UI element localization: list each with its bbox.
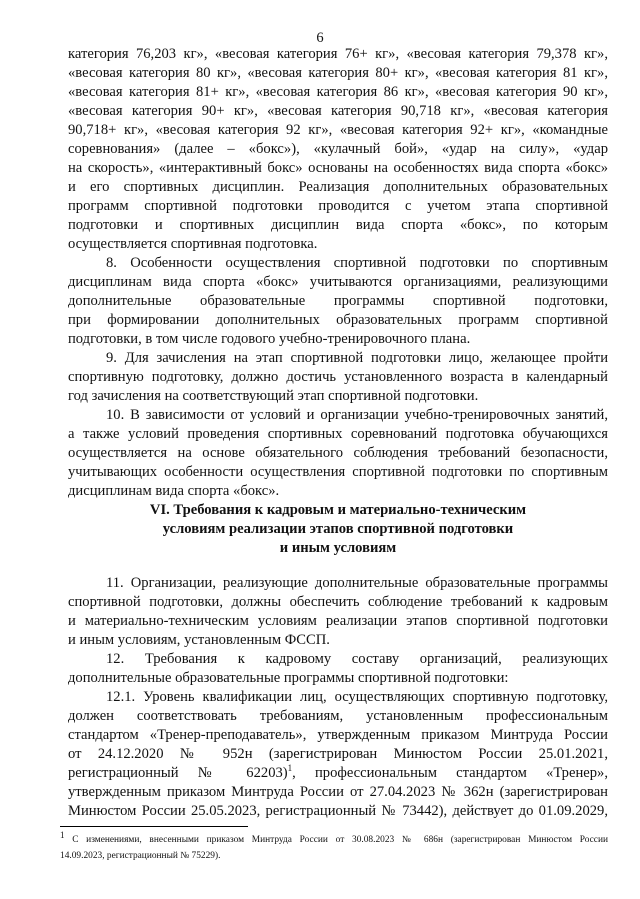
- text-line: год зачисления на соответствующий этап спортивной подготовки.: [68, 388, 479, 404]
- text-line: утвержденным приказом Минтруда России от 27.04.2023 № 362н (зарегистрирован: [68, 784, 608, 800]
- text-line: дополнительные образовательные программы спортивной подготовки:: [68, 670, 509, 686]
- text-line: осуществляется спортивная подготовка.: [68, 236, 318, 252]
- text-line: соревнования» (далее – «бокс»), «кулачный бой», «удар на силу», «удар: [68, 141, 608, 157]
- paragraph-9-first-line: 9. Для зачисления на этап спортивной подготовки лицо, желающее пройти: [106, 350, 608, 366]
- text-line: программ спортивной подготовки проводится с учетом этапа спортивной: [68, 198, 608, 214]
- section-heading: условиям реализации этапов спортивной подготовки: [162, 521, 514, 537]
- text-line: подготовки, в том числе годового учебно-тренировочного плана.: [68, 331, 471, 347]
- text-line: и материально-техническим условиям реализации этапов спортивной подготовки: [68, 613, 608, 629]
- text-line: дисциплинам вида спорта «бокс».: [68, 483, 280, 499]
- text-line: спортивной подготовки, должны обеспечить соблюдение требований к кадровым: [68, 594, 608, 610]
- text-line: категория 76,203 кг», «весовая категория 76+ кг», «весовая категория 79,378 кг»,: [68, 46, 608, 62]
- section-heading: VI. Требования к кадровым и материально-техническим: [149, 502, 527, 518]
- text-line: Минюстом России 25.05.2023, регистрационный № 73442), действует до 01.09.2029,: [68, 803, 608, 819]
- footnote-marker: 1: [60, 829, 65, 840]
- paragraph-12-first-line: 12. Требования к кадровому составу организаций, реализующих: [106, 651, 608, 667]
- text-line: спортивную подготовку, должно достичь установленного возраста в календарный: [68, 369, 608, 385]
- text-line: осуществляется на основе обязательного соблюдения требований безопасности,: [68, 445, 608, 461]
- paragraph-8-first-line: 8. Особенности осуществления спортивной подготовки по спортивным: [106, 255, 608, 271]
- text-line: при формировании дополнительных образовательных программ спортивной: [68, 312, 608, 328]
- footnote-reference: 1: [287, 763, 293, 774]
- text-line: стандартом «Тренер-преподаватель», утвержденным приказом Минтруда России: [68, 727, 608, 743]
- text-line: «весовая категория 81+ кг», «весовая категория 86 кг», «весовая категория 90 кг»,: [68, 84, 608, 100]
- text-line: «весовая категория 90+ кг», «весовая категория 90,718 кг», «весовая категория: [68, 103, 608, 119]
- paragraph-11-first-line: 11. Организации, реализующие дополнительные образовательные программы: [106, 575, 608, 591]
- text-line-with-footnote: [68, 764, 608, 782]
- text-line: 90,718+ кг», «весовая категория 92 кг», «весовая категория 92+ кг», «командные: [68, 122, 608, 138]
- text-line: и его спортивных дисциплин. Реализация дополнительных образовательных: [68, 179, 608, 195]
- text-segment: , профессиональным стандартом «Тренер»,: [292, 765, 608, 781]
- footnote-line: 14.09.2023, регистрационный № 75229).: [60, 851, 221, 861]
- page-number: 6: [316, 30, 324, 46]
- text-line: должен соответствовать требованиям, установленным профессиональным: [68, 708, 608, 724]
- footnote-separator: [60, 826, 248, 827]
- text-line: а также условий проведения спортивных соревнований подготовка обучающихся: [68, 426, 608, 442]
- text-line: и иным условиям, установленным ФССП.: [68, 632, 330, 648]
- text-line: учитывающих особенности осуществления спортивной подготовки по спортивным: [68, 464, 608, 480]
- paragraph-12-1-first-line: 12.1. Уровень квалификации лиц, осуществляющих спортивную подготовку,: [106, 689, 608, 705]
- text-line: от 24.12.2020 № 952н (зарегистрирован Минюстом России 25.01.2021,: [68, 746, 608, 762]
- text-segment: регистрационный № 62203): [68, 765, 288, 781]
- text-line: на скорость», «интерактивный бокс» основаны на особенностях вида спорта «бокс»: [68, 160, 608, 176]
- footnote-text: С изменениями, внесенными приказом Минтруда России от 30.08.2023 № 686н (зарегистрирован Минюстом России: [64, 835, 608, 845]
- paragraph-10-first-line: 10. В зависимости от условий и организации учебно-тренировочных занятий,: [106, 407, 608, 423]
- footnote-line: [60, 829, 608, 848]
- section-heading: и иным условиям: [279, 540, 397, 556]
- text-line: «весовая категория 80 кг», «весовая категория 80+ кг», «весовая категория 81 кг»,: [68, 65, 608, 81]
- text-line: дисциплинам вида спорта «бокс» учитываются организациями, реализующими: [68, 274, 608, 290]
- text-line: дополнительные образовательные программы спортивной подготовки,: [68, 293, 608, 309]
- text-line: подготовки и спортивных дисциплин вида спорта «бокс», по которым: [68, 217, 608, 233]
